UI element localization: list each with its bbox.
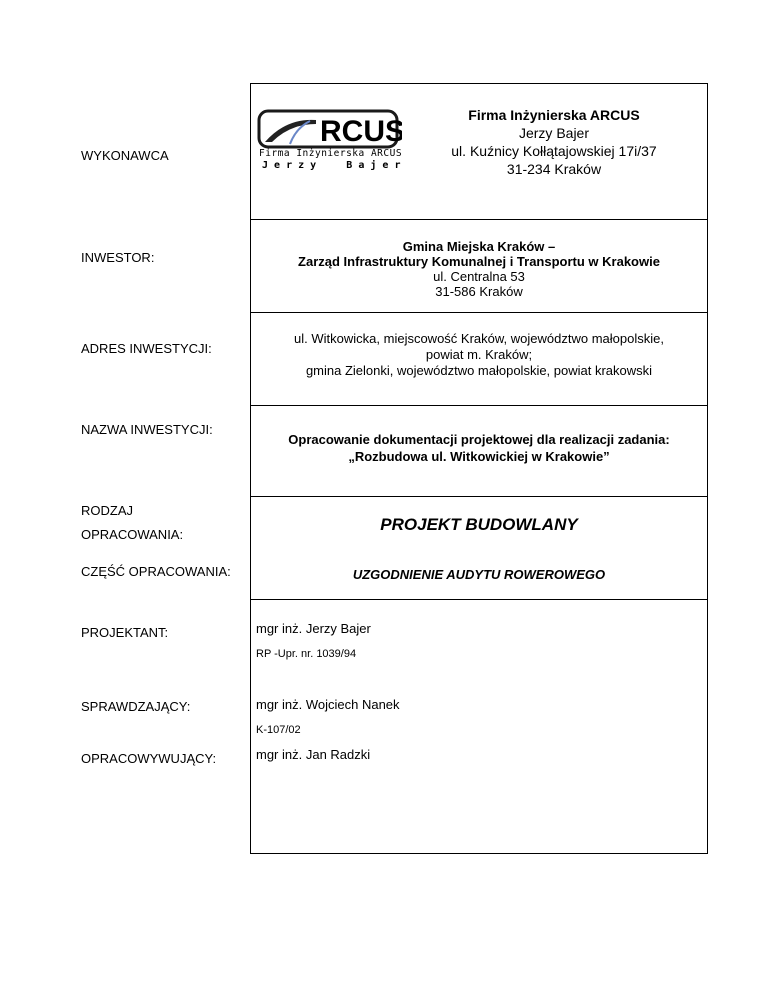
investor-line1: Gmina Miejska Kraków – — [402, 239, 556, 254]
contractor-person: Jerzy Bajer — [518, 125, 590, 141]
label-investor: INWESTOR: — [81, 250, 155, 265]
address-line1: ul. Witkowicka, miejscowość Kraków, województwo małopolskie, — [294, 331, 664, 346]
logo-brand: RCUS — [320, 115, 402, 148]
company-logo — [256, 108, 402, 174]
label-address: ADRES INWESTYCJI: — [81, 341, 212, 356]
contractor-street: ul. Kuźnicy Kołłątajowskiej 17i/37 — [451, 143, 657, 159]
label-drafter: OPRACOWYWUJĄCY: — [81, 751, 217, 766]
designer-license: RP -Upr. nr. 1039/94 — [256, 648, 357, 660]
label-type-line1: RODZAJ — [81, 503, 133, 518]
divider — [250, 496, 708, 497]
contractor-name: Firma Inżynierska ARCUS — [468, 107, 640, 123]
investor-street: ul. Centralna 53 — [433, 269, 525, 284]
title-block-frame — [250, 83, 708, 854]
investor-line2: Zarząd Infrastruktury Komunalnej i Transportu w Krakowie — [298, 254, 660, 269]
label-designer: PROJEKTANT: — [81, 625, 169, 640]
logo-subtitle: Firma Inżynierska ARCUS — [259, 148, 403, 159]
investment-name-block — [250, 431, 708, 465]
divider — [250, 599, 708, 600]
investment-name-line2: „Rozbudowa ul. Witkowickiej w Krakowie” — [348, 449, 610, 464]
label-part: CZĘŚĆ OPRACOWANIA: — [81, 564, 231, 579]
checker-license: K-107/02 — [256, 724, 301, 736]
investor-city: 31-586 Kraków — [435, 284, 523, 299]
designer-name: mgr inż. Jerzy Bajer — [256, 621, 371, 636]
divider — [250, 405, 708, 406]
address-line3: gmina Zielonki, województwo małopolskie, powiat krakowski — [305, 363, 653, 378]
label-investment-name: NAZWA INWESTYCJI: — [81, 422, 213, 437]
investment-name-line1: Opracowanie dokumentacji projektowej dla realizacji zadania: — [288, 432, 670, 447]
label-type-line2: OPRACOWANIA: — [81, 527, 184, 542]
label-checker: SPRAWDZAJĄCY: — [81, 699, 191, 714]
checker-name: mgr inż. Wojciech Nanek — [256, 697, 400, 712]
drafter-name: mgr inż. Jan Radzki — [256, 747, 371, 762]
contractor-city: 31-234 Kraków — [506, 161, 602, 177]
document-type: PROJEKT BUDOWLANY — [380, 515, 578, 534]
label-contractor: WYKONAWCA — [81, 148, 169, 163]
document-part: UZGODNIENIE AUDYTU ROWEROWEGO — [352, 567, 606, 582]
investor-block — [250, 239, 708, 299]
address-block — [250, 331, 708, 379]
divider — [250, 219, 708, 220]
address-line2: powiat m. Kraków; — [425, 347, 533, 362]
contractor-block — [404, 106, 704, 178]
logo-owner: J e r z y B a j e r — [262, 160, 401, 171]
divider — [250, 312, 708, 313]
